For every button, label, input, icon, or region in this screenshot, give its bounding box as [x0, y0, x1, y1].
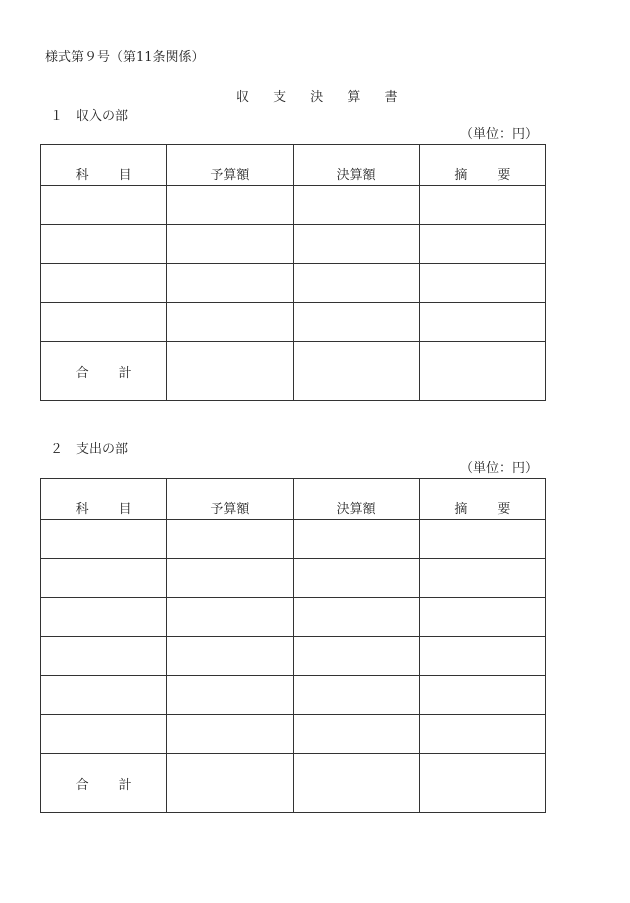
income-section-label: １ 収入の部 — [50, 109, 129, 124]
expense-unit-label: （単位：円） — [460, 461, 539, 476]
cell-budget[interactable] — [167, 303, 293, 342]
cell-settlement[interactable] — [293, 225, 419, 264]
table-row — [41, 715, 546, 754]
cell-budget-total[interactable] — [167, 754, 293, 813]
table-row — [41, 225, 546, 264]
cell-remarks[interactable] — [419, 676, 545, 715]
cell-settlement[interactable] — [293, 598, 419, 637]
form-number-label: 様式第９号（第11条関係） — [45, 50, 205, 65]
cell-budget[interactable] — [167, 264, 293, 303]
cell-settlement[interactable] — [293, 303, 419, 342]
cell-remarks-total[interactable] — [419, 342, 545, 401]
cell-remarks-total[interactable] — [419, 754, 545, 813]
cell-remarks[interactable] — [419, 637, 545, 676]
cell-subject[interactable] — [41, 559, 167, 598]
income-unit-label: （単位：円） — [460, 127, 539, 142]
cell-settlement[interactable] — [293, 715, 419, 754]
cell-subject[interactable] — [41, 715, 167, 754]
expense-header-settlement: 決算額 — [293, 479, 419, 520]
expense-header-remarks: 摘 要 — [419, 479, 545, 520]
income-total-row — [41, 342, 546, 401]
cell-budget[interactable] — [167, 598, 293, 637]
cell-remarks[interactable] — [419, 225, 545, 264]
cell-remarks[interactable] — [419, 520, 545, 559]
cell-subject[interactable] — [41, 186, 167, 225]
cell-remarks[interactable] — [419, 303, 545, 342]
cell-settlement-total[interactable] — [293, 342, 419, 401]
table-row — [41, 520, 546, 559]
cell-settlement[interactable] — [293, 520, 419, 559]
table-row — [41, 186, 546, 225]
cell-budget[interactable] — [167, 520, 293, 559]
cell-settlement[interactable] — [293, 559, 419, 598]
cell-remarks[interactable] — [419, 559, 545, 598]
cell-budget[interactable] — [167, 225, 293, 264]
cell-remarks[interactable] — [419, 598, 545, 637]
income-header-remarks: 摘 要 — [419, 145, 545, 186]
table-row — [41, 559, 546, 598]
expense-header-row — [41, 479, 546, 520]
cell-settlement[interactable] — [293, 637, 419, 676]
expense-table — [40, 478, 546, 813]
cell-remarks[interactable] — [419, 186, 545, 225]
income-table — [40, 144, 546, 401]
cell-settlement-total[interactable] — [293, 754, 419, 813]
expense-section-label: ２ 支出の部 — [50, 442, 129, 457]
cell-subject[interactable] — [41, 676, 167, 715]
expense-total-label: 合 計 — [41, 754, 167, 813]
income-header-budget: 予算額 — [167, 145, 293, 186]
cell-subject[interactable] — [41, 637, 167, 676]
cell-budget-total[interactable] — [167, 342, 293, 401]
cell-budget[interactable] — [167, 637, 293, 676]
expense-header-budget: 予算額 — [167, 479, 293, 520]
cell-subject[interactable] — [41, 520, 167, 559]
table-row — [41, 676, 546, 715]
document-title: 収 支 決 算 書 — [236, 90, 408, 105]
cell-settlement[interactable] — [293, 676, 419, 715]
table-row — [41, 598, 546, 637]
cell-budget[interactable] — [167, 676, 293, 715]
cell-subject[interactable] — [41, 264, 167, 303]
cell-budget[interactable] — [167, 715, 293, 754]
cell-subject[interactable] — [41, 598, 167, 637]
income-header-row — [41, 145, 546, 186]
cell-remarks[interactable] — [419, 715, 545, 754]
cell-settlement[interactable] — [293, 264, 419, 303]
expense-total-row — [41, 754, 546, 813]
expense-header-subject: 科 目 — [41, 479, 167, 520]
table-row — [41, 264, 546, 303]
cell-settlement[interactable] — [293, 186, 419, 225]
cell-budget[interactable] — [167, 559, 293, 598]
income-total-label: 合 計 — [41, 342, 167, 401]
cell-budget[interactable] — [167, 186, 293, 225]
table-row — [41, 303, 546, 342]
income-header-subject: 科 目 — [41, 145, 167, 186]
cell-subject[interactable] — [41, 303, 167, 342]
income-header-settlement: 決算額 — [293, 145, 419, 186]
table-row — [41, 637, 546, 676]
cell-subject[interactable] — [41, 225, 167, 264]
cell-remarks[interactable] — [419, 264, 545, 303]
